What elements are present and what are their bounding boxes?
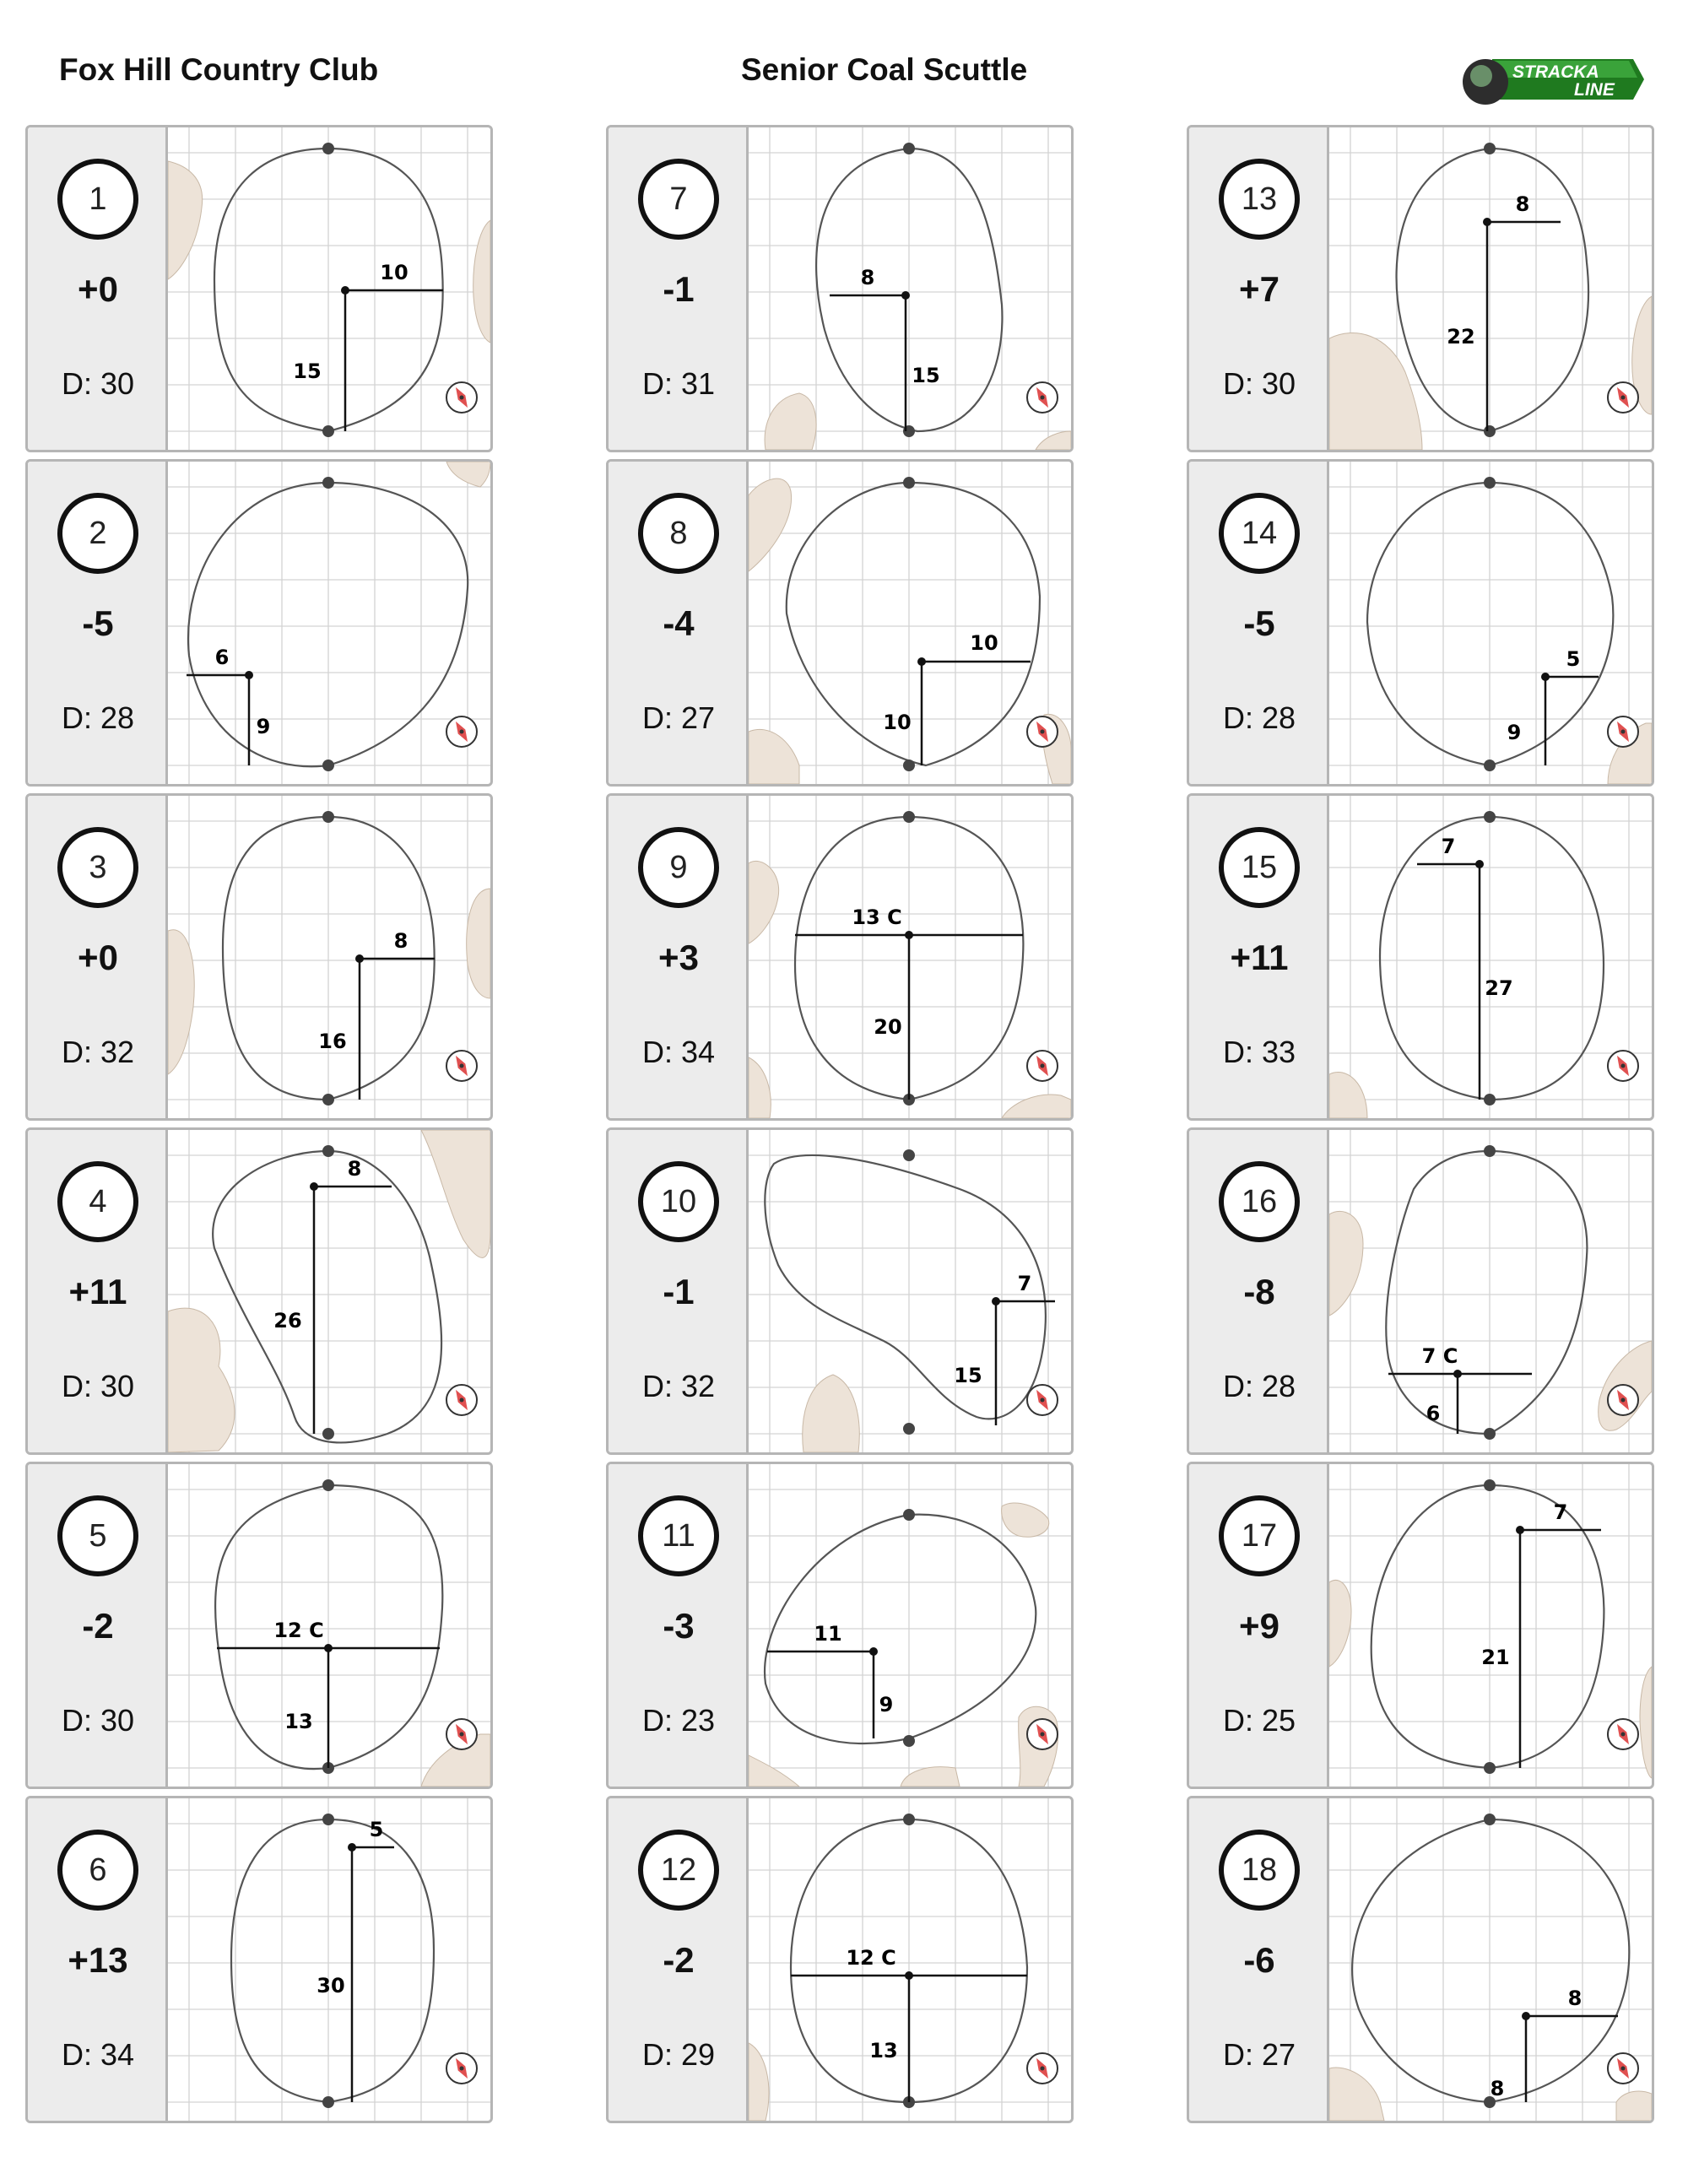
hole-offset: -4	[663, 603, 695, 643]
green-diagram	[168, 127, 490, 450]
green-back-marker	[903, 811, 915, 823]
hole-depth: D: 30	[61, 1369, 135, 1403]
compass-icon	[1027, 2053, 1058, 2084]
hole-info-panel	[609, 127, 749, 450]
hole-card-9	[606, 793, 1074, 1121]
pin-distance-from-side: 7 C	[1421, 1344, 1458, 1368]
pin-distance-from-front: 15	[912, 364, 940, 387]
green-back-marker	[903, 143, 915, 154]
green-diagram	[1329, 1464, 1652, 1787]
hole-card-15	[1187, 793, 1654, 1121]
pin-line	[1417, 864, 1480, 1100]
pin-distance-from-side: 6	[214, 646, 230, 669]
hole-number: 3	[57, 827, 138, 908]
green-front-marker	[1484, 1094, 1496, 1106]
pin-location	[901, 291, 910, 300]
pin-line	[791, 1976, 1027, 2102]
logo-text-bottom: LINE	[1574, 80, 1615, 100]
compass-icon	[1027, 382, 1058, 413]
hole-offset: +0	[78, 938, 118, 977]
green-diagram	[749, 1464, 1071, 1787]
event-name: Senior Coal Scuttle	[741, 52, 1028, 87]
green-back-marker	[1484, 477, 1496, 489]
green-diagram	[749, 1130, 1071, 1452]
pin-line	[217, 1648, 440, 1768]
pin-distance-from-side: 12 C	[273, 1619, 324, 1642]
pin-distance-from-side: 8	[347, 1157, 362, 1181]
green-back-marker	[903, 1509, 915, 1521]
green-back-marker	[903, 1149, 915, 1161]
hole-number: 8	[638, 493, 719, 574]
hole-info-panel	[1189, 462, 1329, 784]
grid-lines	[749, 462, 1071, 784]
pin-location	[1522, 2012, 1530, 2020]
pin-line	[360, 959, 435, 1100]
hole-offset: -5	[1243, 603, 1275, 643]
green-outline	[1352, 1819, 1629, 2102]
pin-location	[1516, 1526, 1524, 1534]
hole-info-panel	[28, 1464, 168, 1787]
pin-location	[245, 671, 253, 679]
hole-card-18	[1187, 1796, 1654, 2123]
pin-distance-from-front: 15	[293, 359, 322, 383]
hole-number: 10	[638, 1161, 719, 1242]
compass-icon	[1608, 1719, 1638, 1749]
hole-info-panel	[28, 1130, 168, 1452]
hole-card-12	[606, 1796, 1074, 2123]
green-front-marker	[903, 1735, 915, 1747]
sand-bunkers	[1329, 1211, 1652, 1430]
hole-depth: D: 33	[1222, 1035, 1296, 1069]
green-diagram	[1329, 1798, 1652, 2121]
green-diagram	[1329, 462, 1652, 784]
pin-distance-from-front: 13	[284, 1710, 313, 1733]
green-diagram	[749, 796, 1071, 1118]
compass-icon	[1608, 2053, 1638, 2084]
pin-location	[1483, 218, 1491, 226]
hole-offset: +3	[658, 938, 699, 977]
green-front-marker	[1484, 1762, 1496, 1774]
green-back-marker	[322, 1145, 334, 1157]
grid-lines	[168, 462, 490, 784]
pin-distance-from-front: 27	[1485, 976, 1513, 1000]
hole-depth: D: 23	[641, 1703, 716, 1738]
hole-depth: D: 31	[641, 366, 716, 401]
hole-offset: +9	[1239, 1606, 1280, 1646]
pin-location	[905, 931, 913, 939]
compass-icon	[1608, 1385, 1638, 1415]
pin-distance-from-front: 9	[1507, 721, 1522, 744]
hole-number: 15	[1219, 827, 1300, 908]
pin-distance-from-front: 15	[954, 1364, 982, 1387]
green-back-marker	[322, 143, 334, 154]
hole-info-panel	[609, 1130, 749, 1452]
green-diagram	[168, 796, 490, 1118]
pin-location	[917, 657, 926, 666]
green-back-marker	[1484, 1145, 1496, 1157]
hole-number: 5	[57, 1495, 138, 1576]
hole-info-panel	[609, 1798, 749, 2121]
hole-card-16	[1187, 1127, 1654, 1455]
compass-icon	[1608, 1051, 1638, 1081]
pin-line	[187, 675, 249, 765]
hole-depth: D: 28	[1222, 1369, 1296, 1403]
pin-location	[905, 1971, 913, 1980]
grid-lines	[1329, 462, 1652, 784]
pin-location	[1541, 673, 1550, 681]
grid-lines	[168, 796, 490, 1118]
pin-line	[795, 935, 1023, 1100]
compass-icon	[1027, 1385, 1058, 1415]
green-front-marker	[1484, 760, 1496, 771]
compass-icon	[446, 1051, 477, 1081]
pin-line	[767, 1652, 874, 1738]
hole-depth: D: 29	[641, 2037, 716, 2072]
hole-info-panel	[609, 796, 749, 1118]
compass-icon	[1027, 716, 1058, 747]
hole-depth: D: 28	[1222, 700, 1296, 735]
hole-offset: +11	[68, 1272, 127, 1311]
grid-lines	[168, 1798, 490, 2121]
hole-number: 12	[638, 1830, 719, 1911]
pin-line	[352, 1847, 394, 2102]
pin-location	[1475, 860, 1484, 868]
hole-card-13	[1187, 125, 1654, 452]
hole-card-17	[1187, 1462, 1654, 1789]
pin-distance-from-side: 5	[369, 1818, 384, 1841]
green-front-marker	[1484, 1428, 1496, 1440]
hole-number: 13	[1219, 159, 1300, 240]
hole-depth: D: 27	[641, 700, 716, 735]
hole-offset: -2	[663, 1940, 695, 1980]
hole-offset: -3	[663, 1606, 695, 1646]
pin-distance-from-front: 8	[1490, 2077, 1505, 2100]
stracka-line-logo	[1460, 52, 1646, 111]
pin-distance-from-front: 6	[1426, 1402, 1441, 1425]
hole-offset: -1	[663, 1272, 695, 1311]
pin-location	[348, 1843, 356, 1852]
sand-bunkers	[749, 478, 1071, 784]
hole-depth: D: 27	[1222, 2037, 1296, 2072]
green-back-marker	[1484, 143, 1496, 154]
green-front-marker	[322, 1094, 334, 1106]
sand-bunkers	[168, 1130, 490, 1452]
pin-location	[310, 1182, 318, 1191]
compass-icon	[446, 2053, 477, 2084]
green-diagram	[1329, 1130, 1652, 1452]
pin-line	[345, 290, 443, 431]
pin-location	[1453, 1370, 1462, 1378]
pin-distance-from-side: 7	[1017, 1272, 1032, 1295]
pin-line	[830, 295, 906, 431]
pin-distance-from-front: 9	[256, 715, 271, 738]
hole-info-panel	[1189, 796, 1329, 1118]
pin-distance-from-front: 20	[874, 1015, 902, 1039]
sand-bunkers	[749, 1503, 1058, 1787]
compass-icon	[1608, 716, 1638, 747]
green-back-marker	[322, 1814, 334, 1825]
green-front-marker	[322, 425, 334, 437]
pin-line	[314, 1187, 392, 1434]
green-front-marker	[322, 1428, 334, 1440]
green-back-marker	[322, 1479, 334, 1491]
hole-offset: +11	[1230, 938, 1289, 977]
hole-card-14	[1187, 459, 1654, 787]
pin-location	[324, 1644, 333, 1652]
grid-lines	[1329, 1798, 1652, 2121]
pin-line	[1520, 1530, 1601, 1768]
hole-number: 11	[638, 1495, 719, 1576]
hole-info-panel	[1189, 1130, 1329, 1452]
sand-bunkers	[446, 462, 490, 487]
hole-depth: D: 30	[1222, 366, 1296, 401]
pin-line	[1388, 1374, 1532, 1434]
green-diagram	[168, 1464, 490, 1787]
pin-line	[1487, 222, 1561, 431]
pin-location	[341, 286, 349, 295]
hole-card-1	[25, 125, 493, 452]
hole-info-panel	[28, 796, 168, 1118]
compass-icon	[446, 382, 477, 413]
green-diagram	[749, 1798, 1071, 2121]
hole-number: 18	[1219, 1830, 1300, 1911]
hole-number: 7	[638, 159, 719, 240]
hole-card-4	[25, 1127, 493, 1455]
green-back-marker	[1484, 1814, 1496, 1825]
green-diagram	[168, 462, 490, 784]
hole-info-panel	[609, 462, 749, 784]
green-diagram	[749, 127, 1071, 450]
green-diagram	[168, 1130, 490, 1452]
compass-icon	[1027, 1719, 1058, 1749]
pin-location	[355, 954, 364, 963]
hole-depth: D: 34	[61, 2037, 135, 2072]
logo-text-top: STRACKA	[1512, 62, 1599, 82]
hole-info-panel	[28, 462, 168, 784]
sand-bunkers	[765, 393, 1071, 450]
compass-icon	[446, 1719, 477, 1749]
hole-offset: +0	[78, 269, 118, 309]
green-diagram	[1329, 127, 1652, 450]
green-outline	[1380, 817, 1604, 1100]
green-diagram	[749, 462, 1071, 784]
pin-distance-from-front: 16	[318, 1030, 347, 1053]
pin-location	[992, 1297, 1000, 1306]
hole-number: 1	[57, 159, 138, 240]
pin-distance-from-side: 10	[970, 631, 998, 655]
green-back-marker	[322, 811, 334, 823]
green-diagram	[1329, 796, 1652, 1118]
green-back-marker	[903, 1814, 915, 1825]
pin-distance-from-side: 10	[380, 261, 408, 284]
green-back-marker	[903, 477, 915, 489]
pin-distance-from-side: 7	[1553, 1500, 1568, 1524]
club-name: Fox Hill Country Club	[59, 52, 379, 87]
pin-line	[1545, 677, 1599, 765]
hole-depth: D: 30	[61, 366, 135, 401]
hole-number: 6	[57, 1830, 138, 1911]
pin-distance-from-front: 21	[1481, 1646, 1510, 1669]
green-outline	[231, 1819, 434, 2102]
hole-number: 14	[1219, 493, 1300, 574]
pin-distance-from-side: 13 C	[852, 905, 902, 929]
hole-number: 16	[1219, 1161, 1300, 1242]
hole-number: 9	[638, 827, 719, 908]
hole-card-3	[25, 793, 493, 1121]
pin-distance-from-side: 12 C	[846, 1946, 896, 1970]
green-outline	[1397, 149, 1589, 431]
pin-distance-from-front: 9	[879, 1693, 894, 1716]
green-front-marker	[1484, 425, 1496, 437]
green-back-marker	[1484, 811, 1496, 823]
hole-depth: D: 30	[61, 1703, 135, 1738]
pin-line	[1526, 2016, 1618, 2102]
hole-card-2	[25, 459, 493, 787]
green-front-marker	[322, 2096, 334, 2108]
hole-card-7	[606, 125, 1074, 452]
hole-card-8	[606, 459, 1074, 787]
green-front-marker	[903, 1423, 915, 1435]
green-outline	[1386, 1151, 1587, 1434]
pin-distance-from-side: 7	[1441, 835, 1456, 858]
hole-card-10	[606, 1127, 1074, 1455]
hole-info-panel	[28, 127, 168, 450]
hole-offset: -8	[1243, 1272, 1275, 1311]
green-outline	[765, 1155, 1046, 1419]
hole-number: 17	[1219, 1495, 1300, 1576]
hole-offset: -6	[1243, 1940, 1275, 1980]
hole-depth: D: 34	[641, 1035, 716, 1069]
hole-offset: +13	[68, 1940, 128, 1980]
hole-info-panel	[609, 1464, 749, 1787]
compass-icon	[446, 716, 477, 747]
sand-bunkers	[803, 1375, 859, 1452]
pin-distance-from-front: 22	[1447, 325, 1475, 349]
hole-info-panel	[28, 1798, 168, 2121]
hole-card-5	[25, 1462, 493, 1789]
hole-depth: D: 25	[1222, 1703, 1296, 1738]
pin-distance-from-side: 8	[860, 266, 875, 289]
hole-offset: -2	[82, 1606, 114, 1646]
compass-icon	[446, 1385, 477, 1415]
hole-number: 4	[57, 1161, 138, 1242]
green-diagram	[168, 1798, 490, 2121]
green-outline	[1372, 1485, 1604, 1768]
hole-depth: D: 32	[61, 1035, 135, 1069]
hole-info-panel	[1189, 1798, 1329, 2121]
hole-offset: +7	[1239, 269, 1280, 309]
pin-line	[922, 662, 1031, 765]
pin-distance-from-side: 11	[814, 1622, 842, 1646]
pin-distance-from-front: 10	[883, 711, 912, 734]
hole-card-11	[606, 1462, 1074, 1789]
hole-number: 2	[57, 493, 138, 574]
green-outline	[1367, 483, 1613, 765]
pin-location	[869, 1647, 878, 1656]
sand-bunkers	[1329, 1072, 1367, 1118]
hole-card-6	[25, 1796, 493, 2123]
hole-info-panel	[1189, 1464, 1329, 1787]
green-outline	[213, 1151, 441, 1442]
green-front-marker	[322, 760, 334, 771]
green-front-marker	[903, 760, 915, 771]
compass-icon	[1608, 382, 1638, 413]
hole-offset: -5	[82, 603, 114, 643]
pin-distance-from-side: 5	[1566, 647, 1581, 671]
pin-distance-from-front: 30	[316, 1974, 345, 1997]
hole-info-panel	[1189, 127, 1329, 450]
pin-distance-from-side: 8	[393, 929, 408, 953]
hole-offset: -1	[663, 269, 695, 309]
green-back-marker	[322, 477, 334, 489]
compass-icon	[1027, 1051, 1058, 1081]
pin-distance-from-side: 8	[1515, 192, 1530, 216]
hole-depth: D: 28	[61, 700, 135, 735]
pin-distance-from-front: 26	[273, 1309, 302, 1333]
green-back-marker	[1484, 1479, 1496, 1491]
hole-depth: D: 32	[641, 1369, 716, 1403]
pin-distance-from-side: 8	[1567, 1987, 1582, 2010]
sand-bunkers	[749, 2043, 769, 2121]
pin-distance-from-front: 13	[869, 2039, 898, 2062]
